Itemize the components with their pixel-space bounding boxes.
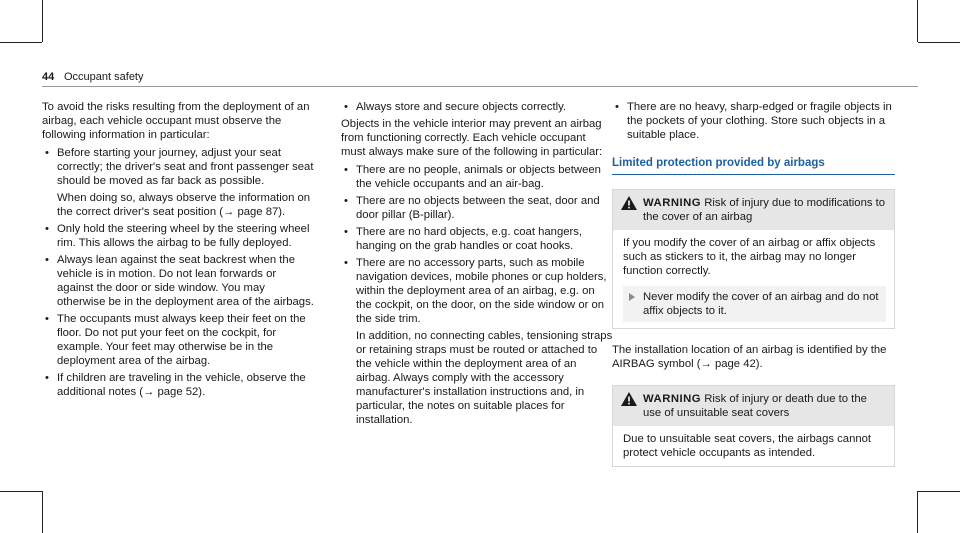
- list-item: • There are no accessory parts, such as mobile navigation devices, mobile phones or cup holders, within the deployment area of an airbag, e.g. on the cockpit, on the door, on the side window or on the side trim. In addition, no connecting cables, tensioning straps or retaining straps must be routed or attached to the vehicle within the deployment area of an airbag. Always comply with the accessory manufacturer's installation instructions and, in particular, the notes on suitable places for installation.: [344, 257, 613, 426]
- list-item: • Always lean against the seat backrest when the vehicle is in motion. Do not lean forwards or against the door or side window. You may otherwise be in the deployment area of the airbags.: [45, 254, 314, 308]
- list-item: • There are no objects between the seat, door and door pillar (B-pillar).: [344, 195, 600, 221]
- warning-title: Risk of injury or death due to the use of unsuitable seat covers: [643, 393, 867, 419]
- warning-header: [613, 190, 894, 230]
- crop-mark: [42, 0, 43, 42]
- warning-instruction: Never modify the cover of an airbag and do not affix objects to it.: [623, 286, 886, 322]
- crop-mark: [918, 491, 960, 492]
- warning-body: Due to unsuitable seat covers, the airbags cannot protect vehicle occupants as intended.: [623, 433, 872, 459]
- arrow-right-icon: [629, 293, 635, 301]
- warning-triangle-icon: [621, 196, 637, 210]
- list-item: • If children are traveling in the vehicle, observe the additional notes (→ page 52).: [45, 372, 306, 398]
- list-item-subtext: When doing so, always observe the information on the correct driver's seat position (→ page 87).: [57, 192, 311, 218]
- warning-header: [613, 386, 894, 426]
- list-item: • Always store and secure objects correctly.: [344, 101, 567, 113]
- body-paragraph: The installation location of an airbag is identified by the AIRBAG symbol (→ page 42).: [612, 344, 887, 370]
- crop-mark: [42, 491, 43, 533]
- bullet-list: [42, 146, 314, 399]
- crop-mark: [0, 491, 42, 492]
- warning-box: [612, 189, 895, 329]
- page-header: [42, 71, 330, 87]
- list-item: • There are no people, animals or objects between the vehicle occupants and an air-bag.: [344, 164, 601, 190]
- column-right: [612, 100, 895, 467]
- warning-title: Risk of injury due to modifications to the cover of an airbag: [643, 197, 886, 223]
- warning-body: If you modify the cover of an airbag or affix objects such as stickers to it, the airbag may no longer function correctly. Never modify the cover of an airbag and do not affix objects to it.: [613, 230, 894, 328]
- section-heading: Limited protection provided by airbags: [612, 156, 895, 175]
- column-left: [42, 100, 314, 402]
- list-item: • The occupants must always keep their feet on the floor. Do not put your feet on the cockpit, for example. Your feet may otherwise be in the deployment area of the airbag.: [45, 313, 306, 367]
- warning-label: WARNING: [643, 197, 702, 209]
- header-divider: [42, 86, 918, 87]
- column-middle: [341, 100, 613, 430]
- list-item: • There are no heavy, sharp-edged or fragile objects in the pockets of your clothing. Store such objects in a suitable place.: [615, 101, 892, 141]
- bullet-icon: •: [344, 101, 348, 113]
- crop-mark: [0, 42, 42, 43]
- bullet-list: [341, 100, 613, 114]
- list-item-subtext: In addition, no connecting cables, tensioning straps or retaining straps must be routed or attached to the vehicle within the deployment area of an airbag. Always comply with the accessory manufacturer's installation instructions and, in particular, the notes on suitable places for installation.: [356, 330, 613, 426]
- bullet-icon: •: [615, 101, 619, 113]
- bullet-icon: •: [344, 226, 348, 238]
- bullet-icon: •: [344, 164, 348, 176]
- bullet-icon: •: [344, 257, 348, 269]
- body-paragraph: Objects in the vehicle interior may prevent an airbag from functioning correctly. Each vehicle occupant must always make sure of the following in particular:: [341, 118, 603, 158]
- crop-mark: [917, 0, 918, 42]
- bullet-icon: •: [344, 195, 348, 207]
- bullet-icon: •: [45, 223, 49, 235]
- bullet-icon: •: [45, 147, 49, 159]
- intro-paragraph: To avoid the risks resulting from the deployment of an airbag, each vehicle occupant must observe the following information in particular:: [42, 101, 310, 141]
- crop-mark: [917, 491, 918, 533]
- warning-box: [612, 385, 895, 467]
- page-title: Occupant safety: [64, 71, 144, 83]
- page-number: 44: [42, 71, 55, 83]
- list-item: • There are no hard objects, e.g. coat hangers, hanging on the grab handles or coat hooks.: [344, 226, 583, 252]
- warning-triangle-icon: [621, 392, 637, 406]
- bullet-icon: •: [45, 254, 49, 266]
- list-item: • Only hold the steering wheel by the steering wheel rim. This allows the airbag to be fully deployed.: [45, 223, 310, 249]
- bullet-list: [341, 163, 613, 427]
- crop-mark: [918, 42, 960, 43]
- list-item: • Before starting your journey, adjust your seat correctly; the driver's seat and front passenger seat should be moved as far back as possible. When doing so, always observe the information on the correct driver's seat position (→ page 87).: [45, 147, 314, 218]
- bullet-icon: •: [45, 313, 49, 325]
- bullet-list: [612, 100, 895, 142]
- bullet-icon: •: [45, 372, 49, 384]
- warning-label: WARNING: [643, 393, 702, 405]
